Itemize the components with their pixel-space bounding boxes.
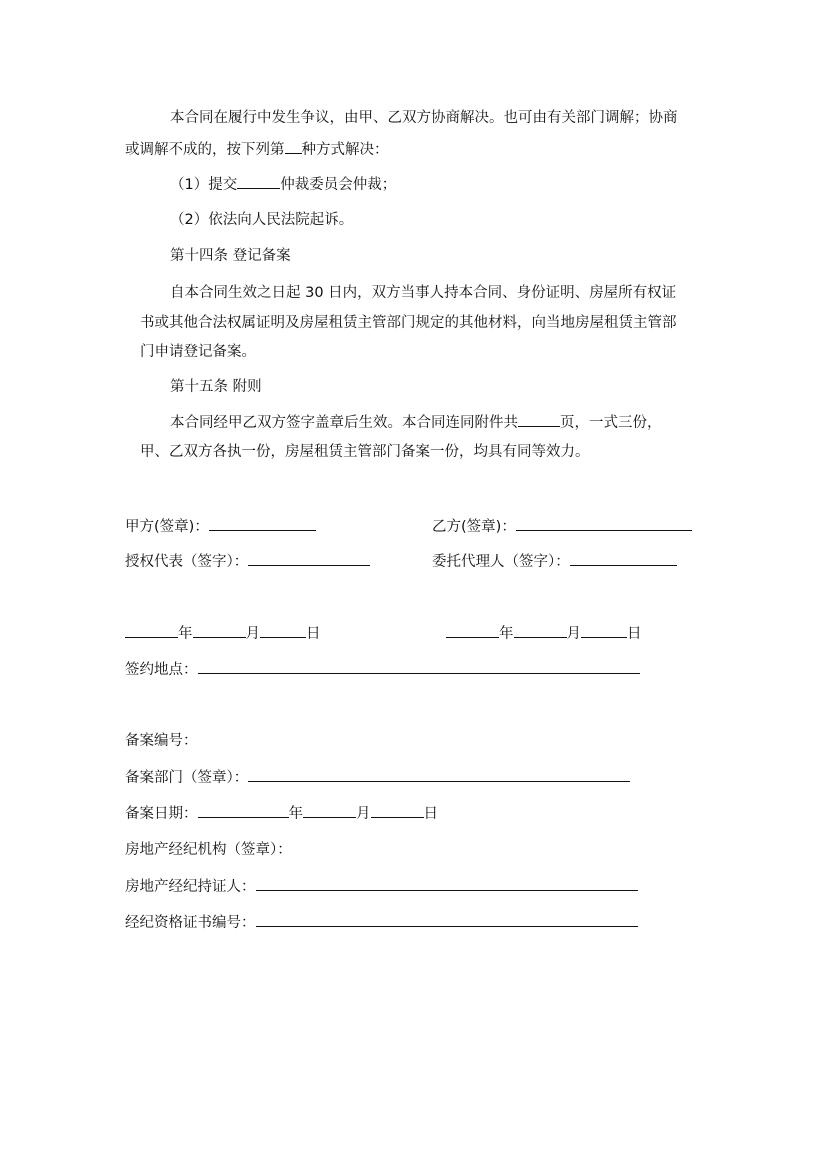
rep-b-label: 委托代理人（签字）： <box>432 554 570 570</box>
clause14-line1: 自本合同生效之日起 30 日内，双方当事人持本合同、身份证明、房屋所有权证 <box>170 285 677 301</box>
rep-a-label: 授权代表（签字）： <box>125 554 249 570</box>
rep-a-signature-line[interactable] <box>248 551 370 566</box>
filing-dept-label: 备案部门（签章）： <box>125 770 249 786</box>
clause13-line2-end: 种方式解决： <box>301 142 389 158</box>
clause13-line2-start: 或调解不成的，按下列第 <box>125 142 285 158</box>
filing-date <box>125 803 438 824</box>
clause15-title: 第十五条 附则 <box>170 379 262 395</box>
filing-cert <box>125 912 638 933</box>
filing-agency <box>125 840 292 860</box>
signing-place <box>125 659 640 680</box>
filing-agent <box>125 876 638 897</box>
party-a-signature-line[interactable] <box>209 516 316 531</box>
clause15-line1 <box>170 412 662 433</box>
party-b-day-blank[interactable] <box>581 623 627 638</box>
party-b-signature <box>432 516 692 537</box>
clause14-line2: 书或其他合法权属证明及房屋租赁主管部门规定的其他材料，向当地房屋租赁主管部 <box>140 315 677 331</box>
clause13-option1 <box>170 174 396 195</box>
party-a-year-blank[interactable] <box>125 623 178 638</box>
clause13-line2 <box>125 139 389 160</box>
year-label: 年 <box>499 626 514 642</box>
clause15-line2: 甲、乙双方各执一份，房屋租赁主管部门备案一份，均具有同等效力。 <box>140 444 590 460</box>
filing-dept <box>125 767 630 788</box>
filing-cert-line[interactable] <box>256 912 638 927</box>
filing-month-blank[interactable] <box>303 803 356 818</box>
signing-place-line[interactable] <box>198 659 640 674</box>
party-a-month-blank[interactable] <box>193 623 246 638</box>
party-a-date <box>125 623 321 644</box>
filing-dept-line[interactable] <box>248 767 630 782</box>
option1-start: （1）提交 <box>170 177 238 193</box>
filing-cert-label: 经纪资格证书编号： <box>125 915 256 931</box>
clause15-line1-start: 本合同经甲乙双方签字盖章后生效。本合同连同附件共 <box>170 415 518 431</box>
party-b-signature-line[interactable] <box>516 516 692 531</box>
clause14-title: 第十四条 登记备案 <box>170 248 291 264</box>
filing-agency-label: 房地产经纪机构（签章）： <box>125 842 292 858</box>
filing-number-label: 备案编号： <box>125 733 198 749</box>
attachment-pages-blank[interactable] <box>518 412 560 427</box>
filing-number <box>125 731 198 751</box>
filing-day-blank[interactable] <box>371 803 424 818</box>
day-label: 日 <box>306 626 321 642</box>
rep-a-signature <box>125 551 370 572</box>
filing-day-label: 日 <box>423 806 438 822</box>
filing-date-label: 备案日期： <box>125 806 198 822</box>
clause14-line3: 门申请登记备案。 <box>140 344 256 360</box>
arbitration-committee-blank[interactable] <box>237 174 280 189</box>
clause15-line1-end: 页，一式三份， <box>560 415 662 431</box>
party-b-label: 乙方(签章)： <box>432 519 516 535</box>
party-a-day-blank[interactable] <box>260 623 306 638</box>
party-a-label: 甲方(签章)： <box>125 519 209 535</box>
year-label: 年 <box>178 626 193 642</box>
filing-year-blank[interactable] <box>198 803 289 818</box>
clause13-option2: （2）依法向人民法院起诉。 <box>170 212 354 228</box>
clause13-line1: 本合同在履行中发生争议，由甲、乙双方协商解决。也可由有关部门调解；协商 <box>170 110 678 126</box>
rep-b-signature <box>432 551 677 572</box>
method-number-blank[interactable] <box>285 139 302 154</box>
month-label: 月 <box>566 626 581 642</box>
rep-b-signature-line[interactable] <box>570 551 677 566</box>
day-label: 日 <box>627 626 642 642</box>
party-b-date <box>446 623 642 644</box>
month-label: 月 <box>245 626 260 642</box>
party-b-month-blank[interactable] <box>514 623 567 638</box>
signing-place-label: 签约地点： <box>125 662 198 678</box>
filing-agent-line[interactable] <box>256 876 638 891</box>
filing-month-label: 月 <box>356 806 371 822</box>
option1-end: 仲裁委员会仲裁； <box>280 177 397 193</box>
filing-agent-label: 房地产经纪持证人： <box>125 879 256 895</box>
party-a-signature <box>125 516 316 537</box>
filing-year-label: 年 <box>288 806 303 822</box>
party-b-year-blank[interactable] <box>446 623 499 638</box>
